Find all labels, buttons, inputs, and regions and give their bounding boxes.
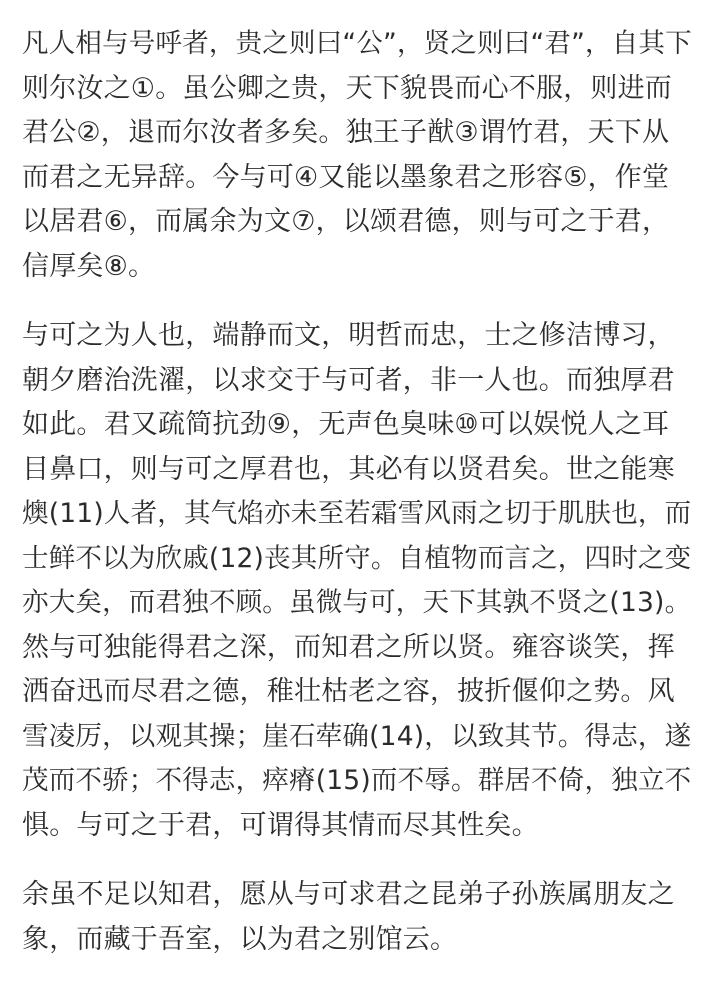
text-line: 而君之无异辞。今与可④又能以墨象君之形容⑤，作堂 [22,161,670,193]
text-line: 余虽不足以知君，愿从与可求君之昆弟子孙族属朋友之 [22,879,675,910]
paragraph-3 [22,873,702,962]
text-line: 以居君⑥，而属余为文⑦，以颂君德，则与可之于君， [22,206,670,237]
text-line: 士鲜不以为欣戚(12)丧其所守。自植物而言之，四时之变 [22,542,692,574]
text-line: 亦大矣，而君独不顾。虽微与可，天下其孰不贤之(13)。 [22,587,692,618]
text-line: 朝夕磨治洗濯，以求交于与可者，非一人也。而独厚君 [22,364,675,396]
text-line: 与可之为人也，端静而文，明哲而忠，士之修洁博习， [22,320,675,351]
text-line: 象，而藏于吾室，以为君之别馆云。 [22,923,458,955]
paragraph-spacer [22,289,702,314]
text-line: 如此。君又疏简抗劲⑨，无声色臭味⑩可以娱悦人之耳 [22,409,670,440]
paragraph-2 [22,314,702,848]
text-line: 信厚矣⑧。 [22,250,156,282]
text-line: 凡人相与号呼者，贵之则曰“公”，贤之则曰“君”，自其下 [22,28,692,59]
text-line: 雪凌厉，以观其操；崖石荦确(14)，以致其节。得志，遂 [22,720,692,752]
paragraph-spacer [22,848,702,873]
text-line: 则尔汝之①。虽公卿之贵，天下貌畏而心不服，则进而 [22,72,673,104]
paragraph-1 [22,22,702,289]
text-line: 洒奋迅而尽君之德，稚壮枯老之容，披折偃仰之势。风 [22,676,675,707]
text-line: 君公②，退而尔汝者多矣。独王子猷③谓竹君，天下从 [22,117,670,148]
text-line: 然与可独能得君之深，而知君之所以贤。雍容谈笑，挥 [22,631,675,663]
text-line: 惧。与可之于君，可谓得其情而尽其性矣。 [22,809,539,841]
text-line: 目鼻口，则与可之厚君也，其必有以贤君矣。世之能寒 [22,453,675,485]
text-line: 燠(11)人者，其气焰亦未至若霜雪风雨之切于肌肤也，而 [22,498,692,529]
text-line: 茂而不骄；不得志，瘁瘠(15)而不辱。群居不倚，独立不 [22,765,692,796]
